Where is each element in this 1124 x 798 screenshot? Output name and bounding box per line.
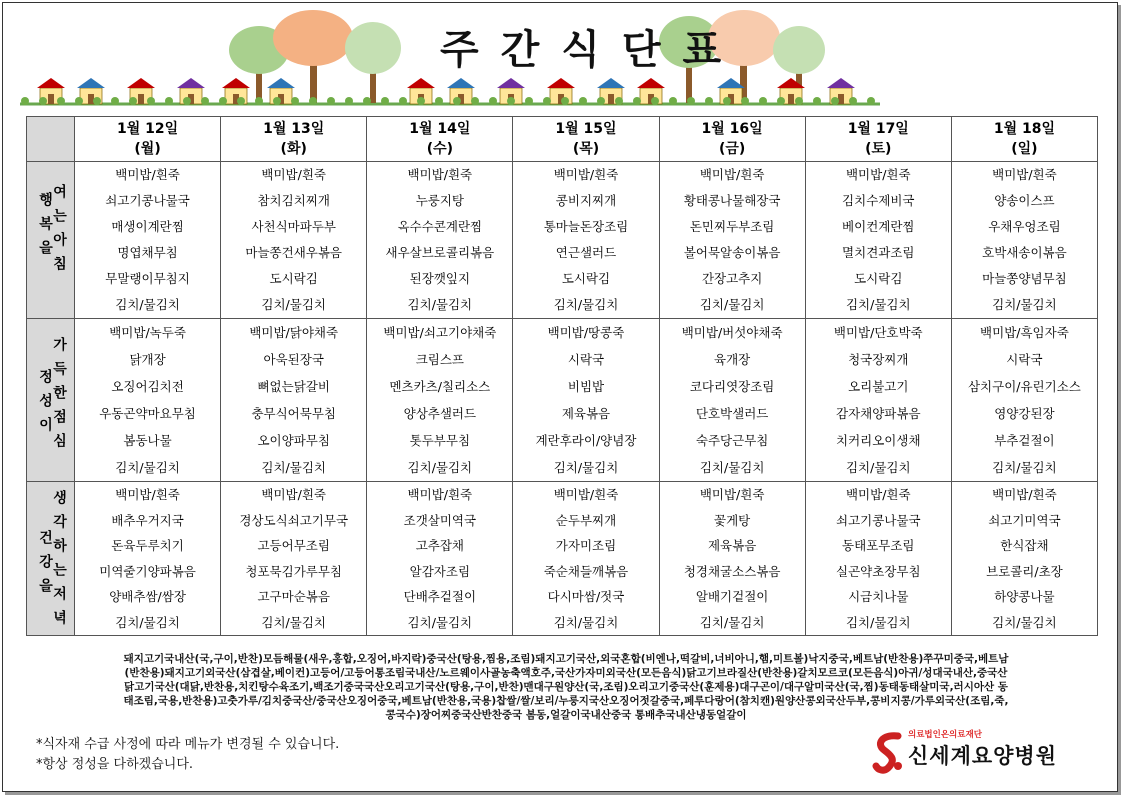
menu-item: 봄동나물	[123, 433, 172, 448]
menu-item: 백미밥/흰죽	[115, 167, 180, 182]
menu-item: 백미밥/흰죽	[845, 487, 911, 502]
house-icon	[267, 78, 295, 104]
menu-item: 충무식어묵무침	[251, 406, 336, 421]
menu-item: 호박새송이볶음	[982, 245, 1067, 260]
menu-item: 배추우거지국	[111, 512, 184, 528]
menu-item: 된장깻잎지	[409, 271, 471, 286]
menu-cell	[513, 162, 659, 319]
menu-item: 고등어무조림	[257, 538, 330, 553]
day-weekday: (토)	[865, 141, 892, 157]
menu-item: 백미밥/흑임자죽	[980, 325, 1069, 340]
menu-item: 백미밥/흰죽	[553, 487, 619, 502]
meal-row	[27, 162, 1098, 319]
house-icon	[547, 78, 575, 104]
menu-item: 백미밥/흰죽	[407, 487, 473, 502]
house-icon	[447, 78, 475, 104]
menu-item: 오징어김치전	[111, 379, 184, 394]
menu-item: 백미밥/흰죽	[407, 167, 473, 182]
menu-item: 김치/물김치	[845, 297, 911, 312]
menu-item: 제육볶음	[707, 538, 757, 553]
menu-item: 김치/물김치	[261, 297, 326, 312]
menu-item: 백미밥/흰죽	[699, 487, 765, 502]
menu-item: 김치/물김치	[407, 460, 473, 475]
menu-cell	[367, 162, 513, 319]
menu-item: 영양강된장	[994, 406, 1055, 421]
day-header	[951, 117, 1097, 162]
menu-item: 김치/물김치	[699, 460, 765, 475]
menu-item: 양송이스프	[994, 193, 1055, 208]
menu-cell	[367, 319, 513, 482]
menu-item: 백미밥/버섯야채죽	[681, 325, 783, 340]
menu-cell	[805, 162, 951, 319]
menu-item: 코다리엿장조림	[689, 379, 775, 394]
menu-item: 김치/물김치	[115, 614, 180, 630]
menu-item: 감자채양파볶음	[836, 406, 921, 421]
meal-label	[27, 319, 75, 482]
weekly-menu-table	[26, 116, 1098, 636]
day-date: 1월 17일	[847, 121, 909, 137]
menu-item: 백미밥/흰죽	[845, 167, 911, 182]
menu-item: 단배추겉절이	[403, 589, 477, 604]
menu-item: 부추겉절이	[994, 433, 1055, 448]
menu-item: 미역줄기양파볶음	[99, 563, 196, 579]
menu-item: 톳두부무침	[409, 433, 471, 448]
meal-label-b: 여는아침	[51, 184, 67, 280]
day-header	[513, 117, 659, 162]
menu-cell	[221, 319, 367, 482]
menu-item: 청포묵김가루무침	[245, 563, 343, 579]
menu-cell	[513, 319, 659, 482]
menu-item: 다시마쌈/젓국	[547, 589, 625, 604]
logo-org: 의료법인온의료재단	[908, 730, 982, 740]
menu-item: 아욱된장국	[263, 352, 324, 367]
day-header	[75, 117, 221, 162]
menu-item: 김치/물김치	[699, 297, 765, 312]
menu-item: 김치/물김치	[115, 460, 180, 475]
day-date: 1월 15일	[555, 121, 617, 137]
day-date: 1월 16일	[701, 121, 763, 137]
menu-cell	[75, 482, 221, 636]
origin-line: 닭고기국산(대닭,반찬용,치킨탕수육조기,백조기중국국산오리고기국산(탕용,구이,반찬)맨대구원양산(국,조림)오리고기중국산(훈제용)대구곤이/대구알미국산(국,찜)동태동태살미국,러시아산 동	[124, 681, 1008, 693]
meal-label	[27, 162, 75, 319]
day-weekday: (일)	[1011, 141, 1038, 157]
menu-item: 청경채굴소스볶음	[683, 563, 781, 579]
menu-item: 김치/물김치	[845, 614, 911, 630]
logo-name: 신세계요양병원	[908, 744, 1058, 768]
menu-item: 돈민찌두부조림	[689, 219, 775, 234]
menu-item: 김치수제비국	[842, 193, 915, 208]
menu-item: 우채우엉조림	[988, 219, 1061, 234]
ingredient-origin-notice	[36, 652, 1096, 722]
menu-cell	[367, 482, 513, 636]
menu-item: 가자미조림	[555, 538, 617, 553]
day-weekday: (목)	[572, 141, 600, 157]
menu-item: 청국장찌개	[848, 352, 909, 367]
menu-item: 꽃게탕	[714, 512, 751, 528]
menu-cell	[659, 162, 805, 319]
meal-row	[27, 482, 1098, 636]
menu-item: 콩비지찌개	[555, 193, 617, 208]
origin-line: 돼지고기국내산(국,구이,반찬)모듬해물(새우,홍합,오징어,바지락)중국산(탕용,찜용,조림)돼지고기국산,외국혼합(비엔나,떡갈비,너비아니,햄,미트볼)낙지중국,베트남(반찬용)쭈꾸미중국,베트남	[123, 653, 1009, 665]
menu-item: 김치/물김치	[845, 460, 911, 475]
menu-item: 김치/물김치	[407, 614, 473, 630]
menu-item: 백미밥/닭야채죽	[249, 325, 339, 340]
menu-item: 멸치견과조림	[842, 245, 915, 260]
day-header	[805, 117, 951, 162]
menu-cell	[221, 482, 367, 636]
menu-item: 김치/물김치	[553, 614, 619, 630]
menu-item: 김치/물김치	[261, 614, 326, 630]
menu-item: 치커리오이생채	[836, 433, 921, 448]
meal-label-b: 가득한점심	[51, 337, 67, 457]
menu-item: 제육볶음	[561, 406, 611, 421]
day-weekday: (화)	[280, 141, 307, 157]
page-title: 주간식단표	[440, 27, 744, 73]
menu-item: 고추잡채	[415, 538, 464, 553]
menu-item: 사천식마파두부	[251, 219, 336, 234]
hospital-logo	[872, 728, 1062, 776]
menu-item: 명엽채무침	[117, 245, 178, 260]
meal-label-a: 건강을	[37, 530, 53, 602]
menu-cell	[659, 482, 805, 636]
menu-item: 쇠고기콩나물국	[105, 193, 190, 208]
menu-item: 무말랭이무침지	[105, 271, 190, 286]
menu-item: 멘츠카츠/칠리소스	[389, 379, 491, 394]
menu-item: 백미밥/흰죽	[261, 167, 326, 182]
menu-item: 백미밥/쇠고기야채죽	[383, 325, 497, 340]
menu-item: 크림스프	[415, 352, 464, 367]
menu-item: 백미밥/흰죽	[992, 167, 1057, 182]
day-weekday: (금)	[718, 141, 746, 157]
menu-item: 간장고추지	[701, 271, 763, 286]
menu-item: 마늘쫑양념무침	[982, 271, 1067, 286]
menu-item: 하양콩나물	[994, 589, 1055, 604]
menu-item: 시락국	[567, 352, 605, 367]
day-header	[367, 117, 513, 162]
menu-item: 연근샐러드	[555, 245, 617, 260]
menu-item: 육개장	[714, 352, 751, 367]
menu-item: 김치/물김치	[992, 460, 1057, 475]
menu-item: 백미밥/흰죽	[699, 167, 765, 182]
menu-item: 알배기겉절이	[695, 589, 769, 604]
menu-item: 한식잡채	[1000, 538, 1049, 553]
day-date: 1월 14일	[409, 121, 471, 137]
menu-item: 백미밥/단호박죽	[833, 325, 923, 340]
menu-item: 김치/물김치	[553, 297, 619, 312]
meal-label-a: 행복을	[37, 192, 53, 264]
menu-item: 경상도식쇠고기무국	[239, 512, 349, 528]
menu-item: 백미밥/녹두죽	[109, 325, 186, 340]
menu-item: 백미밥/땅콩죽	[547, 325, 625, 340]
origin-line: 태조림,국용,반찬용)고춧가루/김치중국산/중국산오징어중국,베트남(반찬용,국용)찹쌀/쌀/보리/누룽지국산오징어젓갈중국,페루다랑어(참치캔)원양산콩외국산두부,콩비지콩/가루외국산(조림,죽,	[123, 695, 1009, 707]
menu-item: 김치/물김치	[115, 297, 180, 312]
day-weekday: (월)	[134, 141, 161, 157]
note-line: *항상 정성을 다하겠습니다.	[36, 757, 194, 772]
menu-item: 뼈없는닭갈비	[257, 379, 330, 394]
menu-item: 동태포무조림	[842, 538, 915, 553]
day-date: 1월 18일	[993, 121, 1055, 137]
menu-item: 시금치나물	[848, 589, 909, 604]
menu-item: 고구마순볶음	[257, 589, 330, 604]
menu-item: 알감자조림	[409, 563, 471, 579]
menu-item: 오이양파무침	[257, 433, 330, 448]
menu-item: 브로콜리/초장	[986, 563, 1063, 579]
menu-item: 도시락김	[561, 271, 611, 286]
menu-item: 김치/물김치	[407, 297, 473, 312]
menu-item: 숙주당근무침	[695, 433, 769, 448]
menu-item: 순두부찌개	[555, 512, 617, 528]
meal-row	[27, 319, 1098, 482]
menu-cell	[951, 319, 1097, 482]
menu-item: 시락국	[1006, 352, 1043, 367]
menu-item: 누룽지탕	[415, 193, 464, 208]
menu-item: 볼어묵알송이볶음	[683, 245, 781, 260]
menu-cell	[805, 482, 951, 636]
menu-item: 마늘쫑건새우볶음	[245, 245, 343, 260]
menu-item: 돈육두루치기	[111, 538, 184, 553]
menu-item: 단호박샐러드	[695, 406, 769, 421]
origin-line: 콩국수)장어찌중국산반찬중국 봄동,얼갈이국내산중국 통배추국내산냉동얼갈이	[385, 709, 747, 721]
menu-item: 죽순채들깨볶음	[543, 563, 629, 579]
menu-item: 김치/물김치	[992, 297, 1057, 312]
menu-item: 실곤약초장무침	[836, 563, 921, 579]
notes	[36, 735, 339, 775]
menu-item: 도시락김	[269, 271, 318, 286]
menu-item: 매생이계란찜	[111, 219, 184, 234]
menu-cell	[75, 162, 221, 319]
hospital-logo-icon	[872, 730, 906, 774]
note-line: *식자재 수급 사정에 따라 메뉴가 변경될 수 있습니다.	[36, 737, 340, 752]
origin-line: (반찬용)돼지고기외국산(삼겹살,베이컨)고등어/고등어통조림국내산/노르웨이사골농축액호주,국산가자미외국산(모든음식)닭고기브라질산(반찬용)갈치모르코(모든음식)아귀/성대국내산,중국산	[124, 667, 1008, 679]
menu-item: 김치/물김치	[261, 460, 326, 475]
house-icon	[177, 78, 205, 104]
menu-item: 백미밥/흰죽	[553, 167, 619, 182]
menu-item: 백미밥/흰죽	[115, 487, 180, 502]
menu-item: 옥수수콘계란찜	[397, 219, 483, 234]
menu-item: 닭개장	[129, 352, 166, 367]
day-date: 1월 12일	[116, 121, 179, 137]
menu-item: 김치/물김치	[992, 614, 1057, 630]
menu-item: 김치/물김치	[699, 614, 765, 630]
meal-label	[27, 482, 75, 636]
menu-item: 비빔밥	[567, 379, 605, 394]
menu-item: 조갯살미역국	[403, 512, 477, 528]
menu-item: 황태콩나물해장국	[683, 193, 781, 208]
day-header	[221, 117, 367, 162]
menu-item: 양상추샐러드	[403, 406, 477, 421]
menu-item: 우동곤약마요무침	[99, 406, 196, 421]
menu-cell	[805, 319, 951, 482]
header-corner	[27, 117, 75, 162]
menu-cell	[659, 319, 805, 482]
menu-cell	[221, 162, 367, 319]
menu-item: 도시락김	[854, 271, 903, 286]
menu-item: 참치김치찌개	[257, 193, 330, 208]
menu-cell	[951, 482, 1097, 636]
menu-item: 삼치구이/유린기소스	[967, 379, 1081, 394]
day-date: 1월 13일	[263, 121, 325, 137]
day-header	[659, 117, 805, 162]
menu-cell	[951, 162, 1097, 319]
menu-cell	[75, 319, 221, 482]
menu-item: 통마늘돈장조림	[543, 219, 629, 234]
menu-cell	[513, 482, 659, 636]
meal-label-a: 정성이	[37, 369, 53, 441]
menu-item: 계란후라이/양념장	[535, 433, 637, 448]
tree-icon	[345, 22, 401, 103]
menu-item: 베이컨계란찜	[842, 219, 915, 234]
menu-item: 김치/물김치	[553, 460, 619, 475]
menu-item: 새우살브로콜리볶음	[385, 245, 495, 260]
menu-item: 오리불고기	[848, 379, 909, 394]
menu-item: 쇠고기콩나물국	[836, 512, 921, 528]
menu-item: 백미밥/흰죽	[261, 487, 326, 502]
menu-item: 백미밥/흰죽	[992, 487, 1057, 502]
menu-item: 쇠고기미역국	[988, 512, 1061, 528]
house-icon	[637, 78, 665, 104]
day-weekday: (수)	[426, 141, 454, 157]
menu-item: 양배추쌈/쌈장	[109, 589, 186, 604]
meal-label-b: 생각하는저녁	[51, 490, 67, 634]
